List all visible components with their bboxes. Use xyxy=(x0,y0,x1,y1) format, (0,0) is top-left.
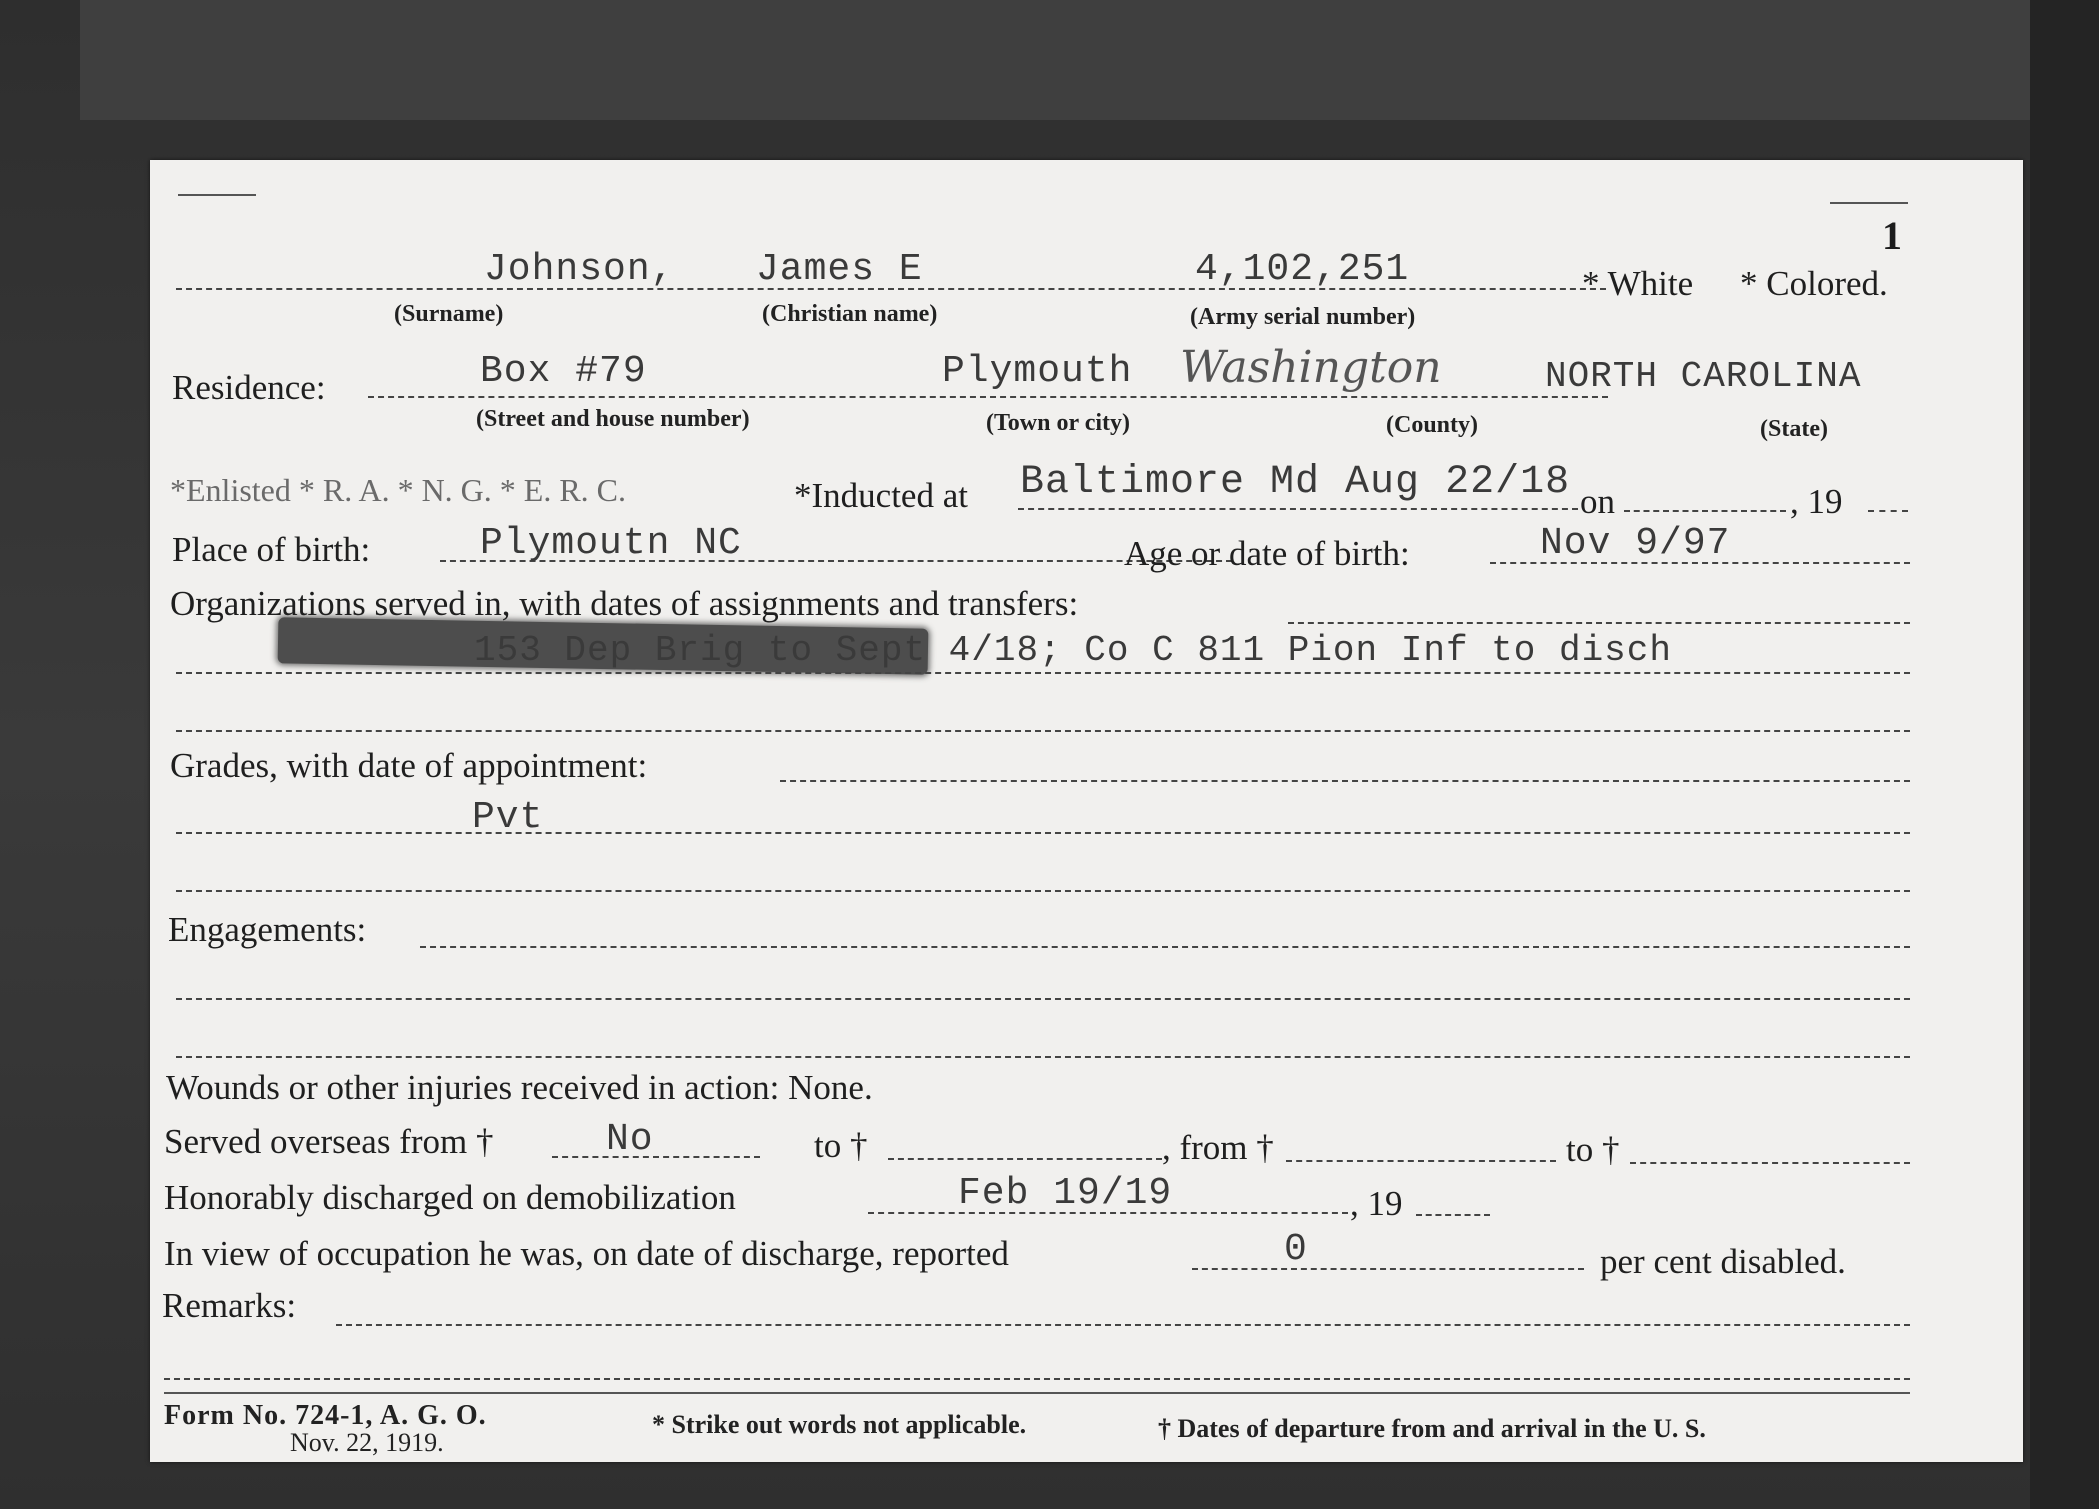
birthplace-value: Plymoutn NC xyxy=(480,522,742,565)
street-caption: (Street and house number) xyxy=(476,406,750,432)
christian-name-value: James E xyxy=(756,248,923,291)
overseas-to-line xyxy=(888,1158,1162,1160)
county-caption: (County) xyxy=(1386,412,1479,438)
occupation-line xyxy=(1192,1268,1584,1270)
organizations-label: Organizations served in, with dates of assignments and transfers: xyxy=(170,584,1079,623)
disabled-label: per cent disabled. xyxy=(1600,1242,1846,1281)
state-caption: (State) xyxy=(1760,416,1828,442)
residence-label: Residence: xyxy=(172,368,326,407)
form-date: Nov. 22, 1919. xyxy=(290,1428,444,1457)
overseas-value: No xyxy=(606,1118,654,1161)
overseas-to2-line xyxy=(1630,1162,1910,1164)
county-value: Washington xyxy=(1180,342,1442,393)
race-white-label: * White xyxy=(1582,264,1694,303)
surname-value: Johnson, xyxy=(484,248,675,291)
footer-rule xyxy=(164,1392,1910,1394)
form-number: Form No. 724-1, A. G. O. xyxy=(164,1400,487,1431)
age-label: Age or date of birth: xyxy=(1124,534,1410,573)
town-caption: (Town or city) xyxy=(986,410,1130,436)
wounds-label: Wounds or other injuries received in action: None. xyxy=(166,1068,873,1107)
engagements-label: Engagements: xyxy=(168,910,367,949)
year-line xyxy=(1868,510,1908,512)
remarks-line-2 xyxy=(164,1378,1910,1380)
occupation-value: 0 xyxy=(1284,1228,1308,1271)
occupation-label: In view of occupation he was, on date of discharge, reported xyxy=(164,1234,1009,1273)
enlisted-text: *Enlisted * R. A. * N. G. * E. R. C. xyxy=(170,472,627,508)
top-left-rule xyxy=(178,194,256,196)
engagements-line-2 xyxy=(176,998,1910,1000)
organizations-line-2 xyxy=(176,672,1910,674)
top-right-rule xyxy=(1830,202,1908,204)
serial-caption: (Army serial number) xyxy=(1190,304,1416,330)
remarks-label: Remarks: xyxy=(162,1286,297,1325)
discharged-label: Honorably discharged on demobilization xyxy=(164,1178,736,1217)
grades-value: Pvt xyxy=(472,796,544,839)
birthplace-label: Place of birth: xyxy=(172,530,371,569)
remarks-line-1 xyxy=(336,1324,1910,1326)
to-label-2: to † xyxy=(1566,1130,1620,1169)
on-label: on xyxy=(1580,482,1615,521)
discharged-year-line xyxy=(1416,1214,1490,1216)
christian-caption: (Christian name) xyxy=(762,301,938,327)
card-number: 1 xyxy=(1882,213,1902,258)
organizations-line-1 xyxy=(1288,622,1910,624)
year-19-label: , 19 xyxy=(1790,482,1843,521)
grades-line-2 xyxy=(176,832,1910,834)
to-label: to † xyxy=(814,1126,868,1165)
serial-number-value: 4,102,251 xyxy=(1195,248,1410,291)
overseas-label: Served overseas from † xyxy=(164,1122,494,1161)
date-line xyxy=(1624,510,1786,512)
surname-caption: (Surname) xyxy=(394,301,504,327)
engagements-line-3 xyxy=(176,1056,1910,1058)
town-value: Plymouth xyxy=(942,350,1133,393)
footnote-dates: † Dates of departure from and arrival in the U. S. xyxy=(1158,1414,1706,1443)
engagements-line-1 xyxy=(420,946,1910,948)
discharged-value: Feb 19/19 xyxy=(958,1172,1173,1215)
inducted-line xyxy=(1018,508,1578,510)
inducted-value: Baltimore Md Aug 22/18 xyxy=(1020,460,1571,505)
grades-line-3 xyxy=(176,890,1910,892)
organizations-line-3 xyxy=(176,730,1910,732)
state-value: NORTH CAROLINA xyxy=(1545,356,1862,397)
footnote-strike: * Strike out words not applicable. xyxy=(652,1410,1027,1439)
background-strip xyxy=(2030,0,2099,1509)
service-record-card xyxy=(150,160,2023,1462)
organizations-value: 153 Dep Brig to Sept 4/18; Co C 811 Pion Inf to disch xyxy=(474,630,1672,671)
race-colored-label: * Colored. xyxy=(1740,264,1888,303)
residence-line xyxy=(368,396,1608,398)
overseas-from-line xyxy=(552,1156,760,1158)
overseas-from2-line xyxy=(1286,1160,1556,1162)
grades-line-1 xyxy=(780,780,1910,782)
background-band xyxy=(80,0,2040,120)
from-label: , from † xyxy=(1162,1128,1274,1167)
street-value: Box #79 xyxy=(480,350,647,393)
inducted-label: *Inducted at xyxy=(794,476,968,515)
discharged-year-label: , 19 xyxy=(1350,1184,1403,1223)
grades-label: Grades, with date of appointment: xyxy=(170,746,648,785)
age-value: Nov 9/97 xyxy=(1540,522,1731,565)
